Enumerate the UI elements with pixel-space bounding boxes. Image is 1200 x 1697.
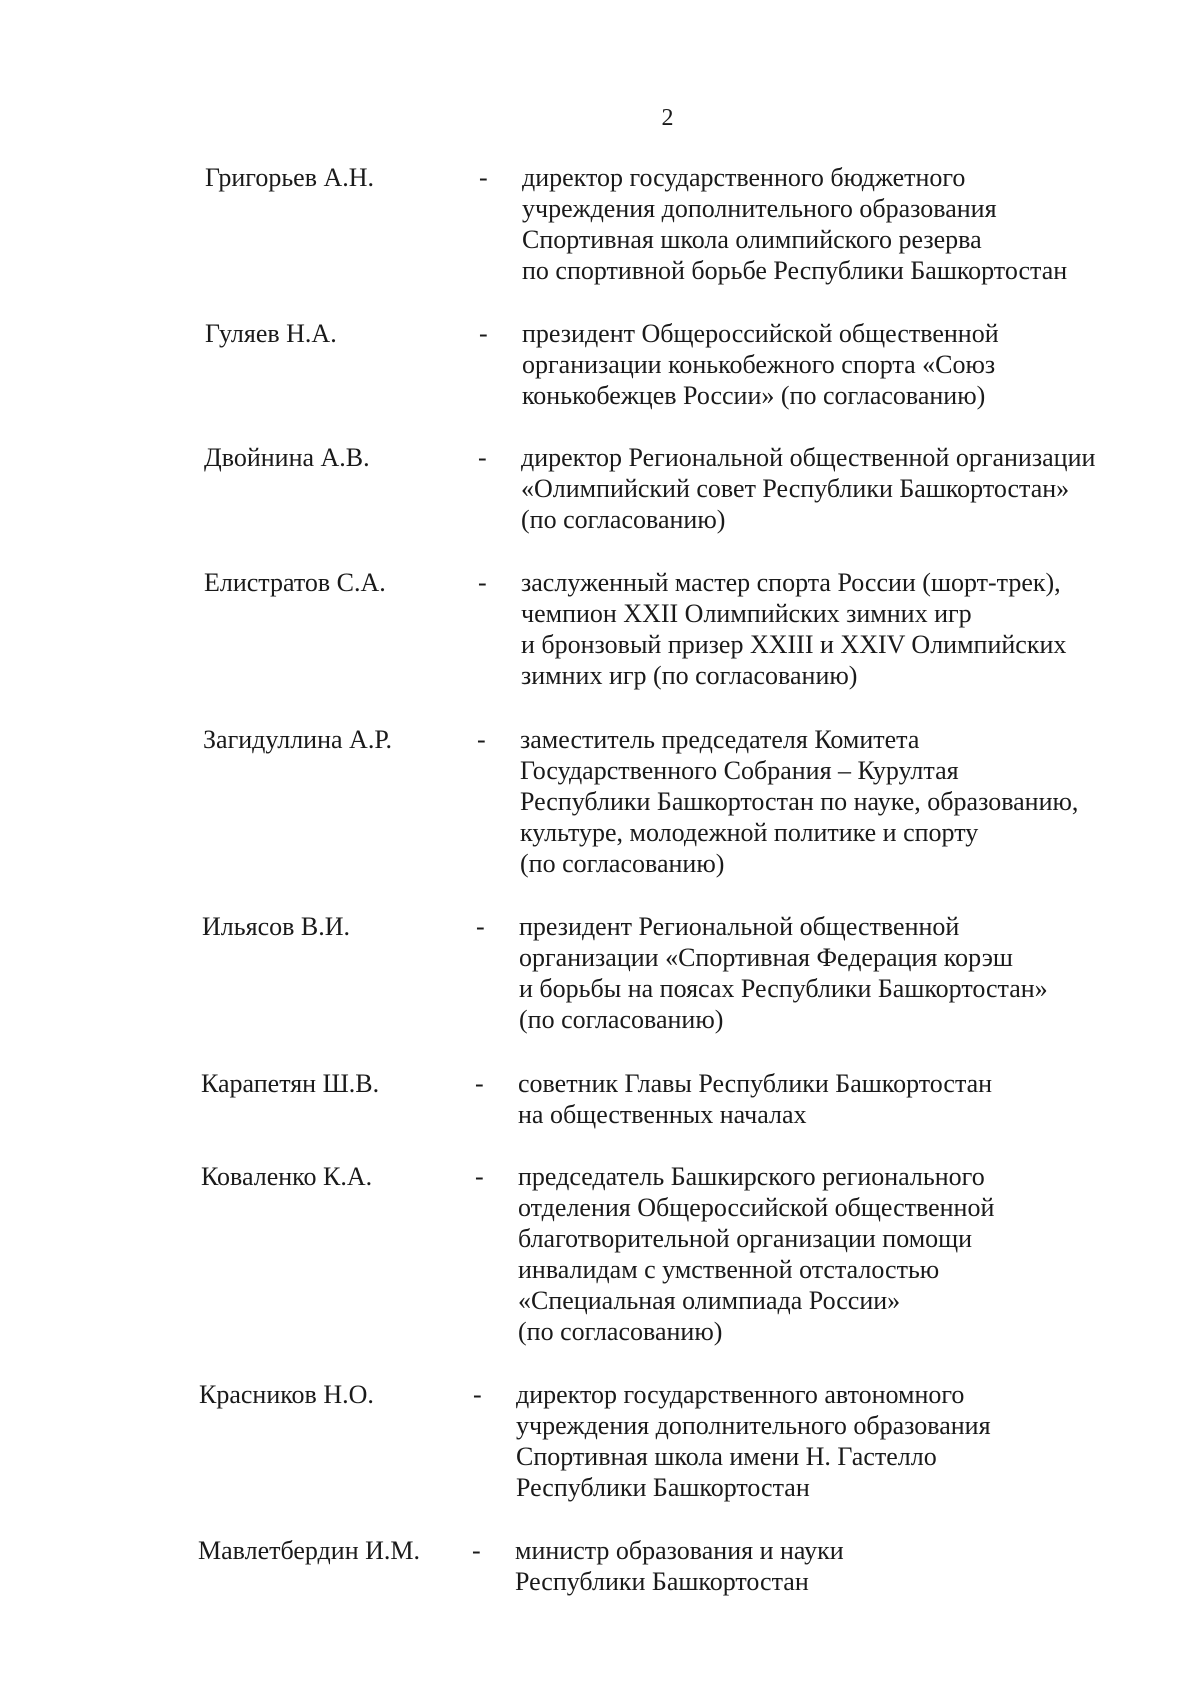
separator-dash: - [479,163,488,192]
position-line: заместитель председателя Комитета [520,725,920,754]
member-name: Загидуллина А.Р. [203,725,393,754]
position-line: инвалидам с умственной отсталостью [518,1255,940,1284]
member-position [516,1379,1156,1503]
member-name: Григорьев А.Н. [205,163,375,192]
position-line: министр образования и науки [515,1536,844,1565]
position-line: и бронзовый призер XXIII и XXIV Олимпийских [521,630,1067,659]
position-line: (по согласованию) [520,849,725,878]
member-position [520,724,1160,879]
member-position [518,1068,1158,1130]
position-line: организации «Спортивная Федерация корэш [519,943,1013,972]
position-line: Республики Башкортостан [515,1567,809,1596]
position-line: Спортивная школа имени Н. Гастелло [516,1442,937,1471]
member-position [522,318,1162,411]
position-line: «Олимпийский совет Республики Башкортостан» [521,474,1070,503]
position-line: Республики Башкортостан [516,1473,810,1502]
position-line: культуре, молодежной политике и спорту [520,818,979,847]
position-line: на общественных началах [518,1100,807,1129]
position-line: президент Региональной общественной [519,912,960,941]
position-line: президент Общероссийской общественной [522,319,999,348]
position-line: Республики Башкортостан по науке, образованию, [520,787,1079,816]
member-position [521,442,1161,535]
position-line: организации конькобежного спорта «Союз [522,350,996,379]
member-name: Елистратов С.А. [204,568,386,597]
position-line: председатель Башкирского регионального [518,1162,985,1191]
member-name: Двойнина А.В. [204,443,370,472]
member-position [522,162,1162,286]
member-name: Гуляев Н.А. [205,319,337,348]
position-line: «Специальная олимпиада России» [518,1286,901,1315]
position-line: (по согласованию) [518,1317,723,1346]
separator-dash: - [478,443,487,472]
position-line: Государственного Собрания – Курултая [520,756,959,785]
position-line: отделения Общероссийской общественной [518,1193,995,1222]
position-line: заслуженный мастер спорта России (шорт-трек), [521,568,1061,597]
position-line: учреждения дополнительного образования [516,1411,991,1440]
position-line: чемпион XXII Олимпийских зимних игр [521,599,972,628]
member-name: Карапетян Ш.В. [201,1069,380,1098]
position-line: (по согласованию) [519,1005,724,1034]
separator-dash: - [477,725,486,754]
separator-dash: - [475,1162,484,1191]
separator-dash: - [478,568,487,597]
position-line: (по согласованию) [521,505,726,534]
position-line: конькобежцев России» (по согласованию) [522,381,986,410]
member-name: Коваленко К.А. [201,1162,373,1191]
member-name: Мавлетбердин И.М. [198,1536,421,1565]
position-line: учреждения дополнительного образования [522,194,997,223]
separator-dash: - [472,1536,481,1565]
position-line: Спортивная школа олимпийского резерва [522,225,982,254]
member-position [515,1535,1155,1597]
position-line: по спортивной борьбе Республики Башкортостан [522,256,1068,285]
member-position [518,1161,1158,1347]
member-name: Ильясов В.И. [202,912,351,941]
page-number: 2 [661,105,674,131]
position-line: благотворительной организации помощи [518,1224,973,1253]
position-line: директор государственного бюджетного [522,163,966,192]
separator-dash: - [479,319,488,348]
position-line: советник Главы Республики Башкортостан [518,1069,993,1098]
position-line: директор Региональной общественной организации [521,443,1096,472]
separator-dash: - [476,912,485,941]
separator-dash: - [475,1069,484,1098]
member-position [521,567,1161,691]
member-position [519,911,1159,1035]
member-name: Красников Н.О. [199,1380,374,1409]
position-line: зимних игр (по согласованию) [521,661,858,690]
position-line: директор государственного автономного [516,1380,965,1409]
separator-dash: - [473,1380,482,1409]
position-line: и борьбы на поясах Республики Башкортостан» [519,974,1048,1003]
